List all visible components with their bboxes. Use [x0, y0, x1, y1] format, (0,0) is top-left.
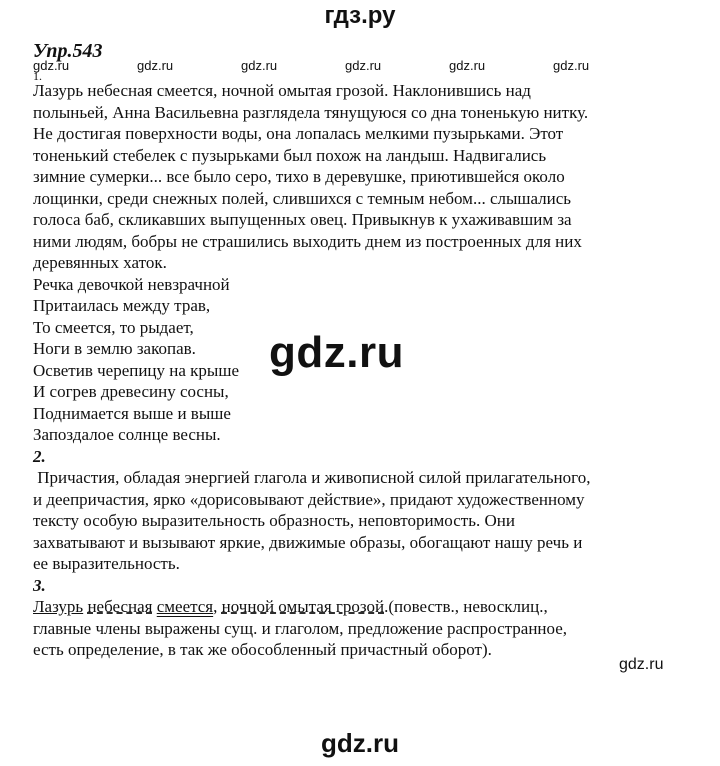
section-1: [33, 69, 693, 446]
prose-line: Лазурь небесная смеется, ночной омытая грозой. Наклонившись над: [33, 81, 531, 100]
section-2-line: и деепричастия, ярко «дорисовывают действие», придают художественному: [33, 489, 585, 509]
predicate-underlined: смеется: [156, 597, 214, 616]
section-3-line: есть определение, в так же обособленный причастный оборот).: [33, 640, 492, 659]
prose-line: голоса баб, скликавших выпущенных овец. Привыкнув к ухаживавшим за: [33, 210, 572, 229]
watermark-row-5: gdz.ru: [449, 58, 486, 73]
poem-line: Притаилась между трав,: [33, 296, 211, 315]
section-3: [33, 575, 693, 661]
prose-line: лощинки, среди снежных полей, слившихся с темным небом... слышались: [33, 188, 572, 208]
section-3-number: 3.: [33, 575, 46, 595]
watermark-row-6: gdz.ru: [553, 58, 590, 73]
section-2-line: захватывают и вызывают яркие, движимые образы, обогащают нашу речь и: [33, 532, 583, 552]
poem-line: То смеется, то рыдает,: [33, 317, 194, 337]
poem-line: Поднимается выше и выше: [33, 403, 231, 423]
attribute-underlined: небесная: [87, 597, 153, 616]
prose-line: Не достигая поверхности воды, она лопалась мелкими пузырьками. Этот: [33, 124, 564, 143]
poem-line: И согрев древесину сосны,: [33, 382, 229, 401]
section-2-line: тексту особую выразительность образность, неповторимость. Они: [33, 511, 515, 530]
analysis-text: .(повеств., невосклиц.,: [384, 597, 548, 616]
prose-line: зимние сумерки... все было серо, тихо в деревушке, приютившейся около: [33, 167, 565, 186]
center-watermark: gdz.ru: [265, 328, 408, 378]
prose-line: тоненький стебелек с пузырьками был похож на ландыш. Надвигались: [33, 145, 547, 165]
poem-line: Ноги в землю закопав.: [33, 339, 196, 358]
watermark-row-4: gdz.ru: [345, 58, 382, 73]
poem-line: Запоздалое солнце весны.: [33, 425, 221, 444]
section-1-number: 1.: [33, 69, 42, 83]
poem-line: Осветив черепицу на крыше: [33, 360, 239, 380]
poem-line: Речка девочкой невзрачной: [33, 274, 230, 294]
side-watermark: gdz.ru: [619, 656, 664, 673]
watermark-row-2: gdz.ru: [137, 58, 174, 73]
watermark-row-3: gdz.ru: [241, 58, 278, 73]
prose-line: полыньей, Анна Васильевна разглядела тянущуюся со дна тоненькую нитку.: [33, 102, 589, 122]
participle-phrase-underlined: ночной омытая грозой: [221, 597, 385, 616]
prose-line: деревянных хаток.: [33, 253, 167, 272]
section-2-line: Причастия, обладая энергией глагола и живописной силой прилагательного,: [33, 468, 591, 487]
comma: ,: [213, 597, 222, 616]
footer-watermark: gdz.ru: [321, 728, 399, 758]
exercise-title: Упр.543: [33, 40, 103, 62]
site-header: гдз.ру: [324, 2, 396, 29]
parsed-sentence: [33, 596, 693, 618]
subject-underlined: Лазурь: [33, 597, 84, 616]
section-2-number: 2.: [33, 446, 46, 466]
prose-line: ними людям, бобры не страшились выходить днем из построенных для них: [33, 231, 582, 251]
section-2: [33, 446, 693, 575]
watermark-row-1: gdz.ru: [33, 58, 70, 73]
section-2-line: ее выразительность.: [33, 554, 180, 573]
section-3-line: главные члены выражены сущ. и глаголом, предложение распространное,: [33, 618, 568, 638]
